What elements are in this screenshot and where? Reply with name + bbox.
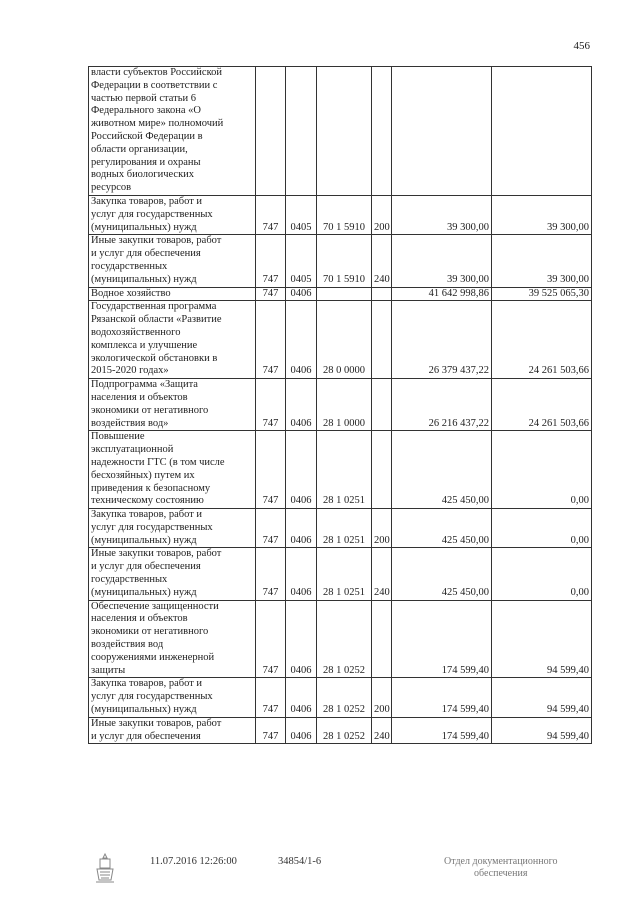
amount-actual: 0,00 bbox=[492, 431, 592, 509]
section-code: 0406 bbox=[286, 431, 317, 509]
table-row bbox=[89, 548, 592, 600]
row-name-line: Федерального закона «О bbox=[91, 105, 202, 117]
expense-type-code: 240 bbox=[372, 717, 392, 744]
table-row bbox=[89, 717, 592, 744]
row-name-line: государственных bbox=[91, 574, 168, 586]
ved-code bbox=[256, 67, 286, 196]
amount-plan: 174 599,40 bbox=[392, 600, 492, 678]
row-name bbox=[89, 717, 256, 744]
row-name-line: (муниципальных) нужд bbox=[91, 704, 197, 716]
row-name-line: Российской Федерации в bbox=[91, 130, 203, 142]
row-name-line: государственных bbox=[91, 260, 168, 272]
table-row bbox=[89, 678, 592, 717]
target-article-code bbox=[317, 67, 372, 196]
ved-code: 747 bbox=[256, 431, 286, 509]
row-name-line: (муниципальных) нужд bbox=[91, 221, 197, 233]
amount-actual: 39 525 065,30 bbox=[492, 287, 592, 301]
seal-emblem-icon bbox=[94, 852, 116, 886]
ved-code: 747 bbox=[256, 717, 286, 744]
table-row bbox=[89, 379, 592, 431]
ved-code: 747 bbox=[256, 195, 286, 234]
row-name-line: водных биологических bbox=[91, 169, 195, 181]
amount-plan: 26 216 437,22 bbox=[392, 379, 492, 431]
section-code: 0406 bbox=[286, 600, 317, 678]
page-number: 456 bbox=[573, 40, 590, 52]
row-name-line: Подпрограмма «Защита bbox=[91, 379, 198, 391]
row-name bbox=[89, 600, 256, 678]
expense-type-code: 240 bbox=[372, 548, 392, 600]
target-article-code: 28 0 0000 bbox=[317, 301, 372, 379]
amount-plan: 26 379 437,22 bbox=[392, 301, 492, 379]
row-name bbox=[89, 678, 256, 717]
expense-type-code bbox=[372, 600, 392, 678]
table-row bbox=[89, 509, 592, 548]
row-name-line: населения и объектов bbox=[91, 391, 188, 403]
section-code: 0405 bbox=[286, 195, 317, 234]
row-name bbox=[89, 287, 256, 301]
amount-plan: 41 642 998,86 bbox=[392, 287, 492, 301]
row-name bbox=[89, 548, 256, 600]
target-article-code: 28 1 0251 bbox=[317, 548, 372, 600]
table-row bbox=[89, 431, 592, 509]
target-article-code: 28 1 0252 bbox=[317, 717, 372, 744]
row-name-line: техническому состоянию bbox=[91, 495, 204, 507]
section-code: 0406 bbox=[286, 509, 317, 548]
table-row bbox=[89, 287, 592, 301]
target-article-code: 28 1 0000 bbox=[317, 379, 372, 431]
row-name-line: экономики от негативного bbox=[91, 404, 209, 416]
row-name-line: (муниципальных) нужд bbox=[91, 586, 197, 598]
ved-code: 747 bbox=[256, 235, 286, 287]
stamp-line-2: обеспечения bbox=[474, 868, 528, 879]
row-name bbox=[89, 67, 256, 196]
section-code: 0406 bbox=[286, 678, 317, 717]
expense-type-code bbox=[372, 67, 392, 196]
footer-doc-number: 34854/1-6 bbox=[278, 856, 322, 867]
expense-type-code: 200 bbox=[372, 678, 392, 717]
expense-type-code bbox=[372, 301, 392, 379]
section-code: 0405 bbox=[286, 235, 317, 287]
row-name-line: приведения к безопасному bbox=[91, 482, 211, 494]
amount-actual bbox=[492, 67, 592, 196]
expense-type-code bbox=[372, 431, 392, 509]
row-name bbox=[89, 235, 256, 287]
row-name bbox=[89, 301, 256, 379]
expense-type-code bbox=[372, 287, 392, 301]
target-article-code bbox=[317, 287, 372, 301]
stamp-line-1: Отдел документационного bbox=[444, 856, 558, 867]
row-name-line: эксплуатационной bbox=[91, 444, 174, 456]
section-code: 0406 bbox=[286, 548, 317, 600]
row-name bbox=[89, 509, 256, 548]
row-name-line: и услуг для обеспечения bbox=[91, 248, 201, 260]
row-name-line: и услуг для обеспечения bbox=[91, 561, 201, 573]
row-name-line: регулирования и охраны bbox=[91, 156, 201, 168]
row-name-line: Государственная программа bbox=[91, 301, 217, 313]
section-code: 0406 bbox=[286, 717, 317, 744]
row-name-line: частью первой статьи 6 bbox=[91, 92, 196, 104]
section-code bbox=[286, 67, 317, 196]
amount-plan: 174 599,40 bbox=[392, 678, 492, 717]
row-name-line: населения и объектов bbox=[91, 613, 188, 625]
row-name-line: и услуг для обеспечения bbox=[91, 730, 201, 742]
expense-type-code: 200 bbox=[372, 509, 392, 548]
ved-code: 747 bbox=[256, 379, 286, 431]
row-name-line: Обеспечение защищенности bbox=[91, 600, 219, 612]
section-code: 0406 bbox=[286, 287, 317, 301]
table-row bbox=[89, 301, 592, 379]
row-name-line: ресурсов bbox=[91, 182, 132, 194]
amount-actual: 94 599,40 bbox=[492, 678, 592, 717]
expense-type-code bbox=[372, 379, 392, 431]
table-body bbox=[89, 67, 592, 744]
section-code: 0406 bbox=[286, 379, 317, 431]
budget-table bbox=[88, 66, 592, 744]
row-name-line: услуг для государственных bbox=[91, 521, 213, 533]
row-name bbox=[89, 195, 256, 234]
row-name-line: бесхозяйных) путем их bbox=[91, 469, 195, 481]
row-name-line: экономики от негативного bbox=[91, 626, 209, 638]
target-article-code: 28 1 0251 bbox=[317, 431, 372, 509]
expense-type-code: 200 bbox=[372, 195, 392, 234]
row-name-line: сооружениями инженерной bbox=[91, 651, 215, 663]
ved-code: 747 bbox=[256, 548, 286, 600]
ved-code: 747 bbox=[256, 509, 286, 548]
target-article-code: 70 1 5910 bbox=[317, 235, 372, 287]
row-name-line: Водное хозяйство bbox=[91, 287, 171, 299]
amount-plan: 425 450,00 bbox=[392, 509, 492, 548]
amount-actual: 0,00 bbox=[492, 509, 592, 548]
footer-datetime: 11.07.2016 12:26:00 bbox=[150, 856, 237, 867]
row-name-line: экологической обстановки в bbox=[91, 352, 218, 364]
table-row bbox=[89, 67, 592, 196]
row-name-line: (муниципальных) нужд bbox=[91, 273, 197, 285]
amount-plan: 39 300,00 bbox=[392, 235, 492, 287]
row-name-line: комплекса и улучшение bbox=[91, 339, 198, 351]
footer-stamp bbox=[444, 856, 557, 880]
target-article-code: 70 1 5910 bbox=[317, 195, 372, 234]
amount-plan: 425 450,00 bbox=[392, 431, 492, 509]
row-name-line: 2015-2020 годах» bbox=[91, 365, 169, 377]
ved-code: 747 bbox=[256, 287, 286, 301]
ved-code: 747 bbox=[256, 301, 286, 379]
ved-code: 747 bbox=[256, 600, 286, 678]
row-name bbox=[89, 379, 256, 431]
section-code: 0406 bbox=[286, 301, 317, 379]
amount-actual: 39 300,00 bbox=[492, 195, 592, 234]
amount-actual: 94 599,40 bbox=[492, 600, 592, 678]
expense-type-code: 240 bbox=[372, 235, 392, 287]
table-row bbox=[89, 600, 592, 678]
amount-actual: 24 261 503,66 bbox=[492, 301, 592, 379]
row-name-line: Повышение bbox=[91, 431, 145, 443]
row-name-line: воздействия вод bbox=[91, 639, 164, 651]
amount-plan: 174 599,40 bbox=[392, 717, 492, 744]
amount-actual: 24 261 503,66 bbox=[492, 379, 592, 431]
amount-actual: 0,00 bbox=[492, 548, 592, 600]
table-row bbox=[89, 195, 592, 234]
row-name-line: власти субъектов Российской bbox=[91, 67, 223, 78]
row-name-line: (муниципальных) нужд bbox=[91, 534, 197, 546]
amount-plan bbox=[392, 67, 492, 196]
row-name-line: области организации, bbox=[91, 143, 188, 155]
row-name-line: Федерации в соответствии с bbox=[91, 79, 218, 91]
target-article-code: 28 1 0252 bbox=[317, 678, 372, 717]
row-name-line: Закупка товаров, работ и bbox=[91, 195, 203, 207]
amount-actual: 39 300,00 bbox=[492, 235, 592, 287]
amount-plan: 39 300,00 bbox=[392, 195, 492, 234]
ved-code: 747 bbox=[256, 678, 286, 717]
row-name-line: Иные закупки товаров, работ bbox=[91, 548, 222, 560]
row-name-line: Закупка товаров, работ и bbox=[91, 509, 203, 521]
amount-actual: 94 599,40 bbox=[492, 717, 592, 744]
row-name-line: Закупка товаров, работ и bbox=[91, 678, 203, 690]
row-name-line: Иные закупки товаров, работ bbox=[91, 717, 222, 729]
target-article-code: 28 1 0252 bbox=[317, 600, 372, 678]
row-name-line: защиты bbox=[91, 664, 126, 676]
table-row bbox=[89, 235, 592, 287]
row-name-line: водохозяйственного bbox=[91, 326, 181, 338]
row-name bbox=[89, 431, 256, 509]
target-article-code: 28 1 0251 bbox=[317, 509, 372, 548]
row-name-line: надежности ГТС (в том числе bbox=[91, 456, 225, 468]
row-name-line: животном мире» полномочий bbox=[91, 118, 224, 130]
amount-plan: 425 450,00 bbox=[392, 548, 492, 600]
row-name-line: Рязанской области «Развитие bbox=[91, 314, 222, 326]
row-name-line: Иные закупки товаров, работ bbox=[91, 235, 222, 247]
row-name-line: воздействия вод» bbox=[91, 417, 169, 429]
row-name-line: услуг для государственных bbox=[91, 691, 213, 703]
row-name-line: услуг для государственных bbox=[91, 208, 213, 220]
